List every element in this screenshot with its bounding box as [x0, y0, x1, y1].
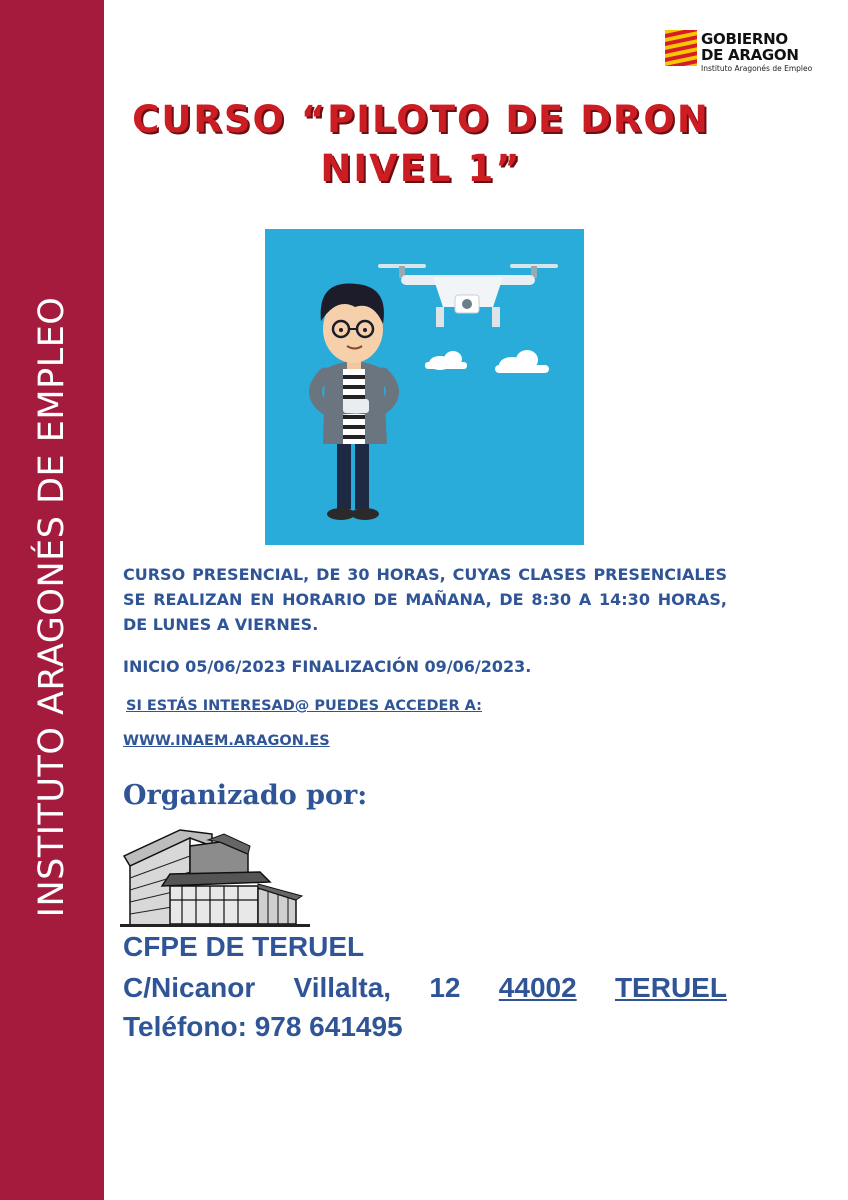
course-description: CURSO PRESENCIAL, DE 30 HORAS, CUYAS CLASES PRESENCIALES SE REALIZAN EN HORARIO DE MAÑANA, DE 8:30 A 14:30 HORAS, DE LUNES A VIERNES.: [123, 565, 727, 634]
sidebar-vertical-text: INSTITUTO ARAGONÉS DE EMPLEO: [32, 296, 72, 918]
center-name: CFPE DE TERUEL: [123, 931, 365, 962]
sidebar-band: [0, 0, 104, 1200]
course-title-line-2: NIVEL 1”: [320, 147, 522, 190]
course-title-line-1: CURSO “PILOTO DE DRON: [132, 98, 710, 141]
center-address: [123, 972, 727, 1004]
drone-pilot-illustration: [265, 229, 584, 545]
organizer-heading: Organizado por:: [123, 780, 368, 811]
center-phone: Teléfono: 978 641495: [123, 1011, 403, 1042]
gobierno-aragon-logo: [665, 28, 815, 74]
logo-line-1: GOBIERNO: [701, 30, 788, 48]
logo-line-2: DE ARAGON: [701, 46, 799, 64]
interest-text: SI ESTÁS INTERESAD@ PUEDES ACCEDER A:: [126, 698, 482, 714]
address-street: C/Nicanor: [123, 972, 256, 1003]
address-city: TERUEL: [614, 972, 727, 1003]
address-number: 12: [429, 972, 461, 1003]
address-postal-code: 44002: [498, 972, 577, 1003]
aragon-flag-icon: [665, 30, 697, 66]
address-street-2: Villalta,: [293, 972, 392, 1003]
logo-subtitle: Instituto Aragonés de Empleo: [701, 64, 813, 73]
building-icon: [120, 826, 310, 928]
website-link[interactable]: WWW.INAEM.ARAGON.ES: [123, 733, 330, 749]
course-dates: INICIO 05/06/2023 FINALIZACIÓN 09/06/2023.: [123, 657, 532, 676]
